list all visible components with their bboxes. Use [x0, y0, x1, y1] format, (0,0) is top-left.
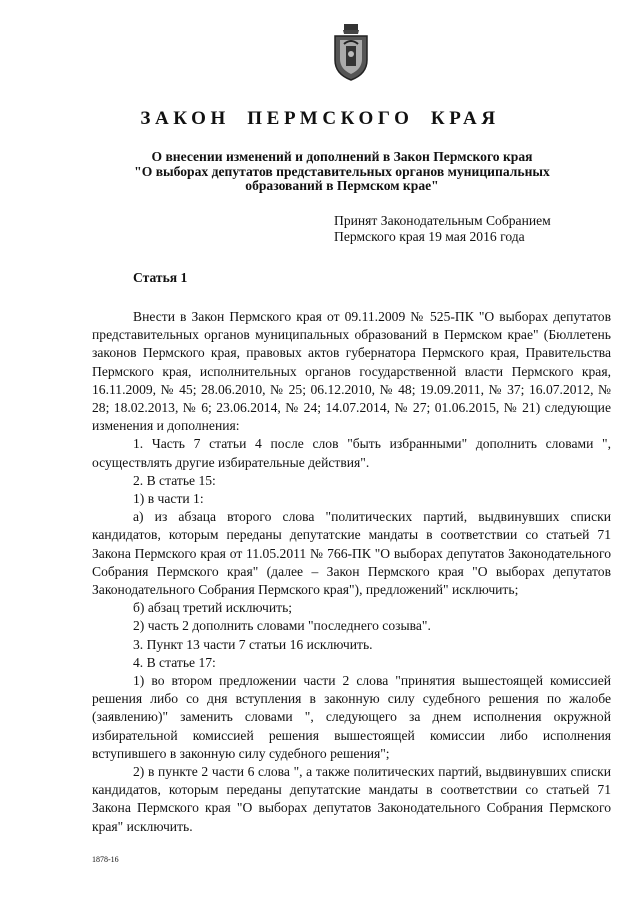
article-paragraph: а) из абзаца второго слова "политических партий, выдвинувших списки кандидатов, которым переданы депутатские мандаты в соответствии со статьей 71 Закона Пермского края от 11.05.2011 № 766-ПК "О выборах депутатов Законодательного Собрания Пермского края" (далее – Закон Пермского края "О выборах депутатов Законодательного Собрания Пермского края"), предложений" исключить;: [92, 509, 611, 598]
coat-of-arms-icon: [330, 22, 372, 82]
article-paragraph: 2) в пункте 2 части 6 слова ", а также политических партий, выдвинувших списки кандидатов, которым переданы депутатские мандаты в соответствии со статьей 71 Закона Пермского края "О выборах депутатов Законодательного Собрания Пермского края" исключить.: [92, 764, 611, 834]
article-paragraph: 1) в части 1:: [133, 491, 204, 507]
adoption-line: Принят Законодательным Собранием: [334, 213, 551, 228]
article-paragraph: б) абзац третий исключить;: [133, 600, 293, 616]
subtitle-line: образований в Пермском крае": [245, 178, 439, 193]
article-paragraph: 1) во втором предложении части 2 слова "принятия вышестоящей комиссией решения либо со дня вступления в законную силу судебного решения по жалобе (заявлению)" заменить словами ", следующего за днем исполнения окружной избирательной комиссией решения вышестоящей комиссии либо исполнения вступившего в законную силу судебного решения";: [92, 673, 611, 761]
article-paragraph: 2) часть 2 дополнить словами "последнего созыва".: [133, 618, 431, 634]
article-paragraph: 2. В статье 15:: [133, 472, 216, 488]
article-paragraph: 4. В статье 17:: [133, 654, 216, 670]
article-paragraph: Внести в Закон Пермского края от 09.11.2009 № 525-ПК "О выборах депутатов представительных органов муниципальных образований в Пермском крае" (Бюллетень законов Пермского края, правовых актов губернатора Пермского края, Правительства Пермского края, исполнительных органов государственной власти Пермского края, 16.11.2009, № 45; 28.06.2010, № 25; 06.12.2010, № 48; 19.09.2011, № 37; 16.07.2012, № 28; 18.02.2013, № 6; 23.06.2014, № 24; 14.07.2014, № 27; 01.06.2015, № 21) следующие изменения и дополнения:: [92, 309, 611, 434]
article-heading: Статья 1: [133, 270, 188, 285]
document-code: 1878-16: [92, 855, 119, 864]
law-subtitle: [112, 150, 572, 194]
article-body: [92, 308, 611, 836]
article-paragraph: 1. Часть 7 статьи 4 после слов "быть избранными" дополнить словами ", осуществлять другие избирательные действия".: [92, 436, 611, 470]
article-paragraph: 3. Пункт 13 части 7 статьи 16 исключить.: [133, 636, 373, 652]
adoption-line: Пермского края 19 мая 2016 года: [334, 228, 525, 244]
law-title: ЗАКОН ПЕРМСКОГО КРАЯ: [140, 108, 500, 129]
adoption-note: [334, 213, 551, 244]
subtitle-line: "О выборах депутатов представительных органов муниципальных: [134, 163, 550, 179]
subtitle-line: О внесении изменений и дополнений в Закон Пермского края: [151, 149, 533, 164]
